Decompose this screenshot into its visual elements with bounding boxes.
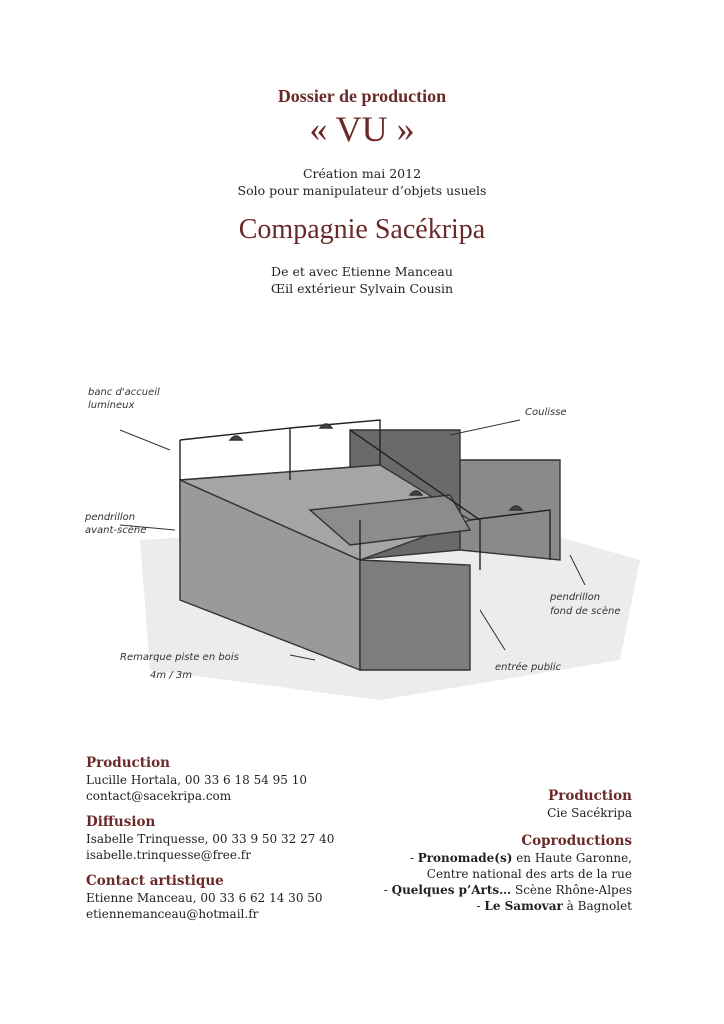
credit-production-company: Cie Sacékripa <box>547 806 632 820</box>
coproducer-1: - Pronomade(s) en Haute Garonne, <box>409 851 632 865</box>
label-dimensions: 4m / 3m <box>150 670 192 681</box>
dossier-title: Dossier de production <box>277 86 447 106</box>
creation-date: Création mai 2012 <box>302 166 422 181</box>
coproductions-heading: Coproductions <box>521 833 632 849</box>
production-heading: Production <box>86 755 170 771</box>
production-email[interactable]: contact@sacekripa.com <box>86 789 232 803</box>
production-phone: Lucille Hortala, 00 33 6 18 54 95 10 <box>86 773 308 787</box>
artistic-phone: Etienne Manceau, 00 33 6 62 14 30 50 <box>86 891 323 905</box>
coproducer-3: - Le Samovar à Bagnolet <box>476 899 632 913</box>
performer-credit: De et avec Etienne Manceau <box>271 264 453 279</box>
diffusion-phone: Isabelle Trinquesse, 00 33 9 50 32 27 40 <box>86 832 335 846</box>
label-banc: banc d'accueil <box>88 387 160 398</box>
coproductions <box>302 833 632 914</box>
label-entree-public: entrée public <box>495 662 562 673</box>
diffusion-email[interactable]: isabelle.trinquesse@free.fr <box>86 848 251 862</box>
coproducer-2-name: Quelques p’Arts… <box>391 883 512 897</box>
coproducer-3-name: Le Samovar <box>484 899 563 913</box>
label-coulisse: Coulisse <box>525 407 567 418</box>
show-title: « VU » <box>309 109 415 149</box>
production-credit <box>302 788 632 821</box>
credit-production-heading: Production <box>548 788 632 804</box>
diffusion-heading: Diffusion <box>86 814 156 830</box>
coproducer-1-line2: Centre national des arts de la rue <box>426 867 632 881</box>
outside-eye-credit: Œil extérieur Sylvain Cousin <box>270 281 454 296</box>
label-pendrillon-avant-2: avant-scène <box>85 525 147 536</box>
label-banc-2: lumineux <box>88 400 135 411</box>
artistic-heading: Contact artistique <box>86 873 224 889</box>
label-pendrillon-fond: pendrillon <box>550 592 601 603</box>
company-name: Compagnie Sacékripa <box>238 214 486 245</box>
label-pendrillon-avant: pendrillon <box>85 512 136 523</box>
coproducer-2: - Quelques p’Arts… Scène Rhône-Alpes <box>383 883 632 897</box>
credits-list <box>302 788 632 926</box>
artistic-email[interactable]: etiennemanceau@hotmail.fr <box>86 907 259 921</box>
label-pendrillon-fond-2: fond de scène <box>550 606 621 617</box>
coproducer-1-name: Pronomade(s) <box>417 851 513 865</box>
label-remarque: Remarque piste en bois <box>120 652 239 663</box>
show-description: Solo pour manipulateur d’objets usuels <box>237 183 487 198</box>
stage-sketch <box>80 370 650 730</box>
